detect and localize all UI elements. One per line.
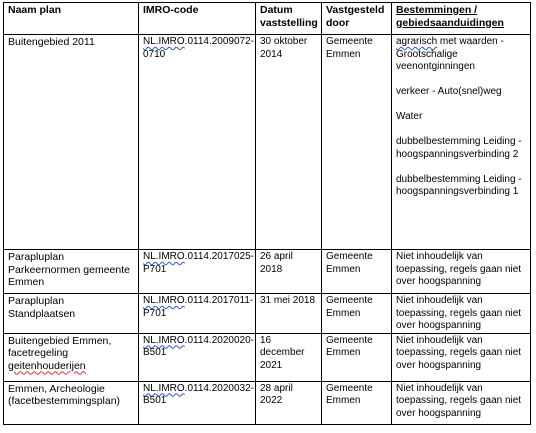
plans-table bbox=[3, 2, 531, 425]
adoption-date: 30 oktober 2014 bbox=[256, 35, 322, 250]
plan-name-main: Buitengebied Emmen, facetregeling bbox=[8, 334, 112, 359]
imro-code bbox=[139, 294, 256, 334]
adoption-date: 26 april 2018 bbox=[256, 250, 322, 294]
header-name: Naam plan bbox=[4, 3, 139, 35]
imro-rest: .0114.2009072-0710 bbox=[143, 36, 254, 60]
adoption-date: 28 april 2022 bbox=[256, 381, 322, 424]
plan-name: Parapluplan Standplaatsen bbox=[4, 294, 139, 334]
imro-code bbox=[139, 333, 256, 381]
destinations: Niet inhoudelijk van toepassing, regels gaan niet over hoogspanning bbox=[392, 294, 531, 334]
imro-rest: .0114.2020032-B501 bbox=[143, 382, 254, 406]
destination-item: dubbelbestemming Leiding - hoogspanningsverbinding 2 bbox=[396, 136, 522, 160]
destination-item: dubbelbestemming Leiding - hoogspanningsverbinding 1 bbox=[396, 173, 522, 197]
adopted-by: Gemeente Emmen bbox=[322, 35, 392, 250]
destinations bbox=[392, 35, 531, 250]
imro-rest: .0114.2017025-P701 bbox=[143, 251, 254, 275]
plan-name-misspelled: geitenhouderijen bbox=[8, 359, 86, 372]
plan-name bbox=[4, 333, 139, 381]
header-dest bbox=[392, 3, 531, 35]
plan-name: Parapluplan Parkeernormen gemeente Emmen bbox=[4, 250, 139, 294]
adopted-by: Gemeente Emmen bbox=[322, 333, 392, 381]
imro-prefix: NL.IMRO bbox=[143, 382, 185, 394]
adopted-by: Gemeente Emmen bbox=[322, 381, 392, 424]
imro-prefix: NL.IMRO bbox=[143, 36, 185, 47]
destination-rest: met waarden - Grootschalige veenontginningen bbox=[396, 36, 504, 72]
table-row bbox=[4, 250, 531, 294]
imro-prefix: NL.IMRO bbox=[143, 334, 185, 346]
imro-rest: .0114.2020020-B501 bbox=[143, 334, 254, 358]
imro-prefix: NL.IMRO bbox=[143, 295, 185, 306]
table-row bbox=[4, 294, 531, 334]
destination-item bbox=[396, 36, 526, 74]
header-dest-label: Bestemmingen / gebiedsaanduidingen bbox=[396, 4, 504, 29]
plan-name: Emmen, Archeologie (facetbestemmingsplan) bbox=[4, 381, 139, 424]
imro-rest: .0114.2017011-P701 bbox=[143, 295, 254, 319]
adoption-date: 16 december 2021 bbox=[256, 333, 322, 381]
imro-code bbox=[139, 250, 256, 294]
header-by: Vastgesteld door bbox=[322, 3, 392, 35]
destination-first-word: agrarisch bbox=[396, 36, 438, 47]
imro-code bbox=[139, 381, 256, 424]
table-row bbox=[4, 381, 531, 424]
imro-prefix: NL.IMRO bbox=[143, 251, 185, 262]
adopted-by: Gemeente Emmen bbox=[322, 294, 392, 334]
plan-name: Buitengebied 2011 bbox=[4, 35, 139, 250]
header-date: Datum vaststelling bbox=[256, 3, 322, 35]
destinations: Niet inhoudelijk van toepassing, regels gaan niet over hoogspanning bbox=[392, 333, 531, 381]
destinations: Niet inhoudelijk van toepassing, regels gaan niet over hoogspanning bbox=[392, 250, 531, 294]
table-row bbox=[4, 35, 531, 250]
destinations: Niet inhoudelijk van toepassing, regels gaan niet over hoogspanning bbox=[392, 381, 531, 424]
table-row bbox=[4, 333, 531, 381]
header-row bbox=[4, 3, 531, 35]
header-imro: IMRO-code bbox=[139, 3, 256, 35]
destination-item: verkeer - Auto(snel)weg bbox=[396, 86, 502, 97]
destination-item: Water bbox=[396, 111, 423, 122]
adopted-by: Gemeente Emmen bbox=[322, 250, 392, 294]
imro-code bbox=[139, 35, 256, 250]
adoption-date: 31 mei 2018 bbox=[256, 294, 322, 334]
